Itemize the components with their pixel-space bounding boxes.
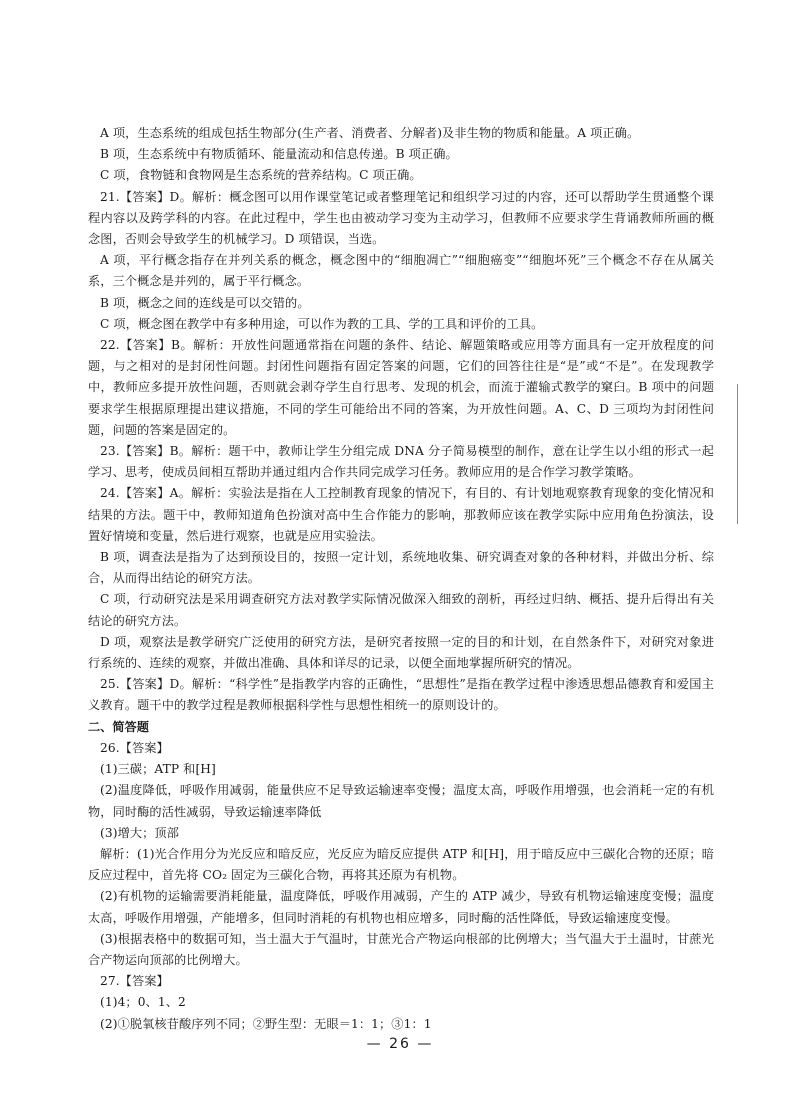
paragraph: B 项，生态系统中有物质循环、能量流动和信息传递。B 项正确。 (100, 147, 458, 162)
paragraph: 22.【答案】B。解析：开放性问题通常指在问题的条件、结论、解题策略或应用等方面具有一定开放程度的问题，与之相对的是封闭性问题。封闭性问题指有固定答案的问题，它们的回答往往是“是”或“不是”。在发现教学中，教师应多提开放性问题，否则就会剥夺学生自行思考、发现的机会，而流于灌输式教学的窠臼。B 项中的问题要求学生根据原理提出建议措施，不同的学生可能给出不同的答案，为开放性问题。A、C、D 三项均为封闭性问题，问题的答案是固定的。 (88, 338, 714, 437)
paragraph: 25.【答案】D。解析：“科学性”是指教学内容的正确性，“思想性”是指在教学过程中渗透思想品德教育和爱国主义教育。题干中的教学过程是教师根据科学性与思想性相统一的原则设计的。 (88, 677, 714, 713)
paragraph: 21.【答案】D。解析：概念图可以用作课堂笔记或者整理笔记和组织学习过的内容，还可以帮助学生贯通整个课程内容以及跨学科的内容。在此过程中，学生也由被动学习变为主动学习，但教师不应要求学生背诵教师所画的概念图，否则会导致学生的机械学习。D 项错误，当选。 (88, 189, 714, 247)
paragraph: 26.【答案】 (100, 740, 169, 755)
paragraph: A 项，生态系统的组成包括生物部分(生产者、消费者、分解者)及非生物的物质和能量。A 项正确。 (100, 126, 640, 140)
margin-mark (737, 384, 738, 524)
paragraph: 27.【答案】 (100, 974, 169, 989)
paragraph: D 项，观察法是教学研究广泛使用的研究方法，是研究者按照一定的目的和计划，在自然条件下，对研究对象进行系统的、连续的观察，并做出准确、具体和详尽的记录，以便全面地掌握所研究的情况。 (88, 634, 714, 671)
paragraph: B 项，调查法是指为了达到预设目的，按照一定计划，系统地收集、研究调查对象的各种材料，并做出分析、综合，从而得出结论的研究方法。 (88, 550, 714, 586)
paragraph: A 项，平行概念指存在并列关系的概念，概念图中的“细胞凋亡”“细胞癌变”“细胞坏死”三个概念不存在从属关系，三个概念是并列的，属于平行概念。 (88, 253, 714, 289)
paragraph: B 项，概念之间的连线是可以交错的。 (100, 295, 310, 310)
paragraph: (2)①脱氧核苷酸序列不同；②野生型：无眼＝1：1；③1：1 (100, 1016, 432, 1031)
section-title: 二、简答题 (88, 719, 149, 734)
paragraph: (2)温度降低，呼吸作用减弱，能量供应不足导致运输速率变慢；温度太高，呼吸作用增强，也会消耗一定的有机物，同时酶的活性减弱，导致运输速率降低 (88, 783, 714, 819)
paragraph: (3)增大；顶部 (100, 825, 180, 840)
paragraph: (2)有机物的运输需要消耗能量，温度降低，呼吸作用减弱，产生的 ATP 减少，导致有机物运输速度变慢；温度太高，呼吸作用增强，产能增多，但同时消耗的有机物也相应增多，同时酶的活性降低，导致运输速度变慢。 (88, 889, 714, 925)
page-number: — 26 — (366, 1036, 434, 1052)
paragraph: C 项，概念图在教学中有多种用途，可以作为教的工具、学的工具和评价的工具。 (100, 316, 544, 331)
paragraph: 23.【答案】B。解析：题干中，教师让学生分组完成 DNA 分子简易模型的制作，意在让学生以小组的形式一起学习、思考，使成员间相互帮助并通过组内合作共同完成学习任务。教师应用的是合作学习教学策略。 (88, 444, 714, 480)
paragraph: (1)4；0、1、2 (100, 995, 186, 1010)
document-body (88, 123, 714, 1035)
paragraph: 解析：(1)光合作用分为光反应和暗反应，光反应为暗反应提供 ATP 和[H]，用于暗反应中三碳化合物的还原；暗反应过程中，首先将 CO₂ 固定为三碳化合物，再将其还原为有机物。 (88, 846, 714, 883)
paragraph: C 项，食物链和食物网是生态系统的营养结构。C 项正确。 (100, 168, 422, 183)
paragraph: (3)根据表格中的数据可知，当土温大于气温时，甘蔗光合产物运向根部的比例增大；当气温大于土温时，甘蔗光合产物运向顶部的比例增大。 (88, 931, 714, 967)
paragraph: 24.【答案】A。解析：实验法是指在人工控制教育现象的情况下，有目的、有计划地观察教育现象的变化情况和结果的方法。题干中，教师知道角色扮演对高中生合作能力的影响，那教师应该在教学实际中应用角色扮演法，设置好情境和变量，然后进行观察，也就是应用实验法。 (88, 486, 714, 543)
paragraph: C 项，行动研究法是采用调查研究方法对教学实际情况做深入细致的剖析，再经过归纳、概括、提升后得出有关结论的研究方法。 (88, 592, 714, 628)
paragraph: (1)三碳；ATP 和[H] (100, 762, 216, 777)
